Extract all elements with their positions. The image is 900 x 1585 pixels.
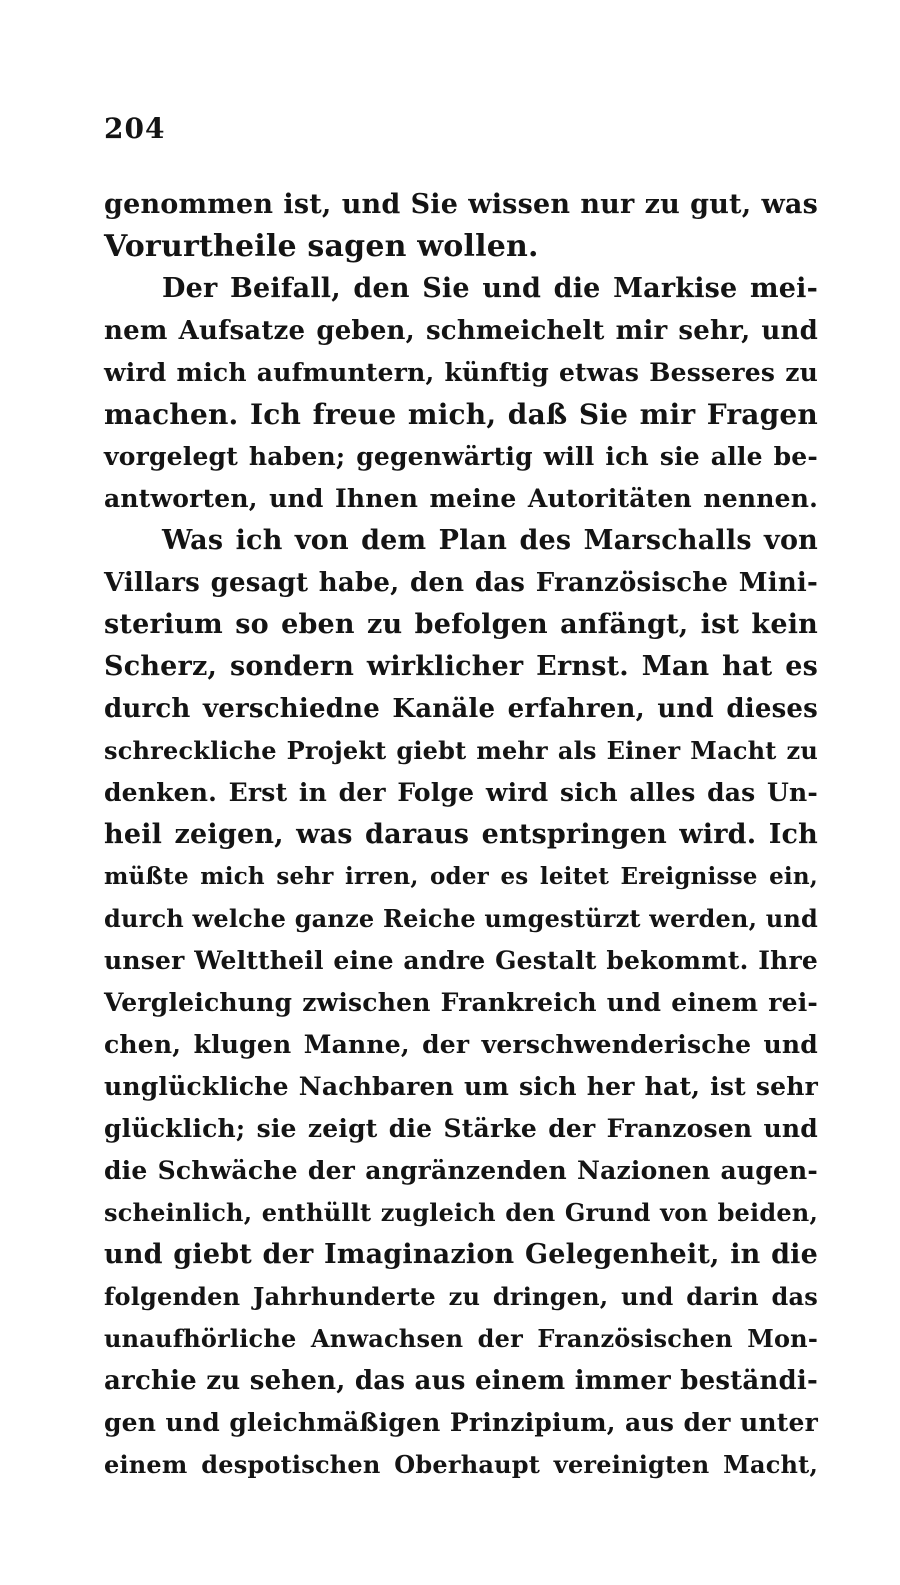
text-line: machen. Ich freue mich, daß Sie mir Fragen bbox=[104, 398, 818, 431]
text-line: Vorurtheile sagen wollen. bbox=[104, 229, 539, 264]
text-line: genommen ist, und Sie wissen nur zu gut, was bbox=[104, 189, 818, 220]
text-line: Villars gesagt habe, den das Französische Mini- bbox=[104, 568, 818, 598]
text-line: vorgelegt haben; gegenwärtig will ich sie alle be- bbox=[104, 442, 818, 471]
text-line: Vergleichung zwischen Frankreich und einem rei- bbox=[104, 988, 818, 1017]
text-line: Scherz, sondern wirklicher Ernst. Man hat es bbox=[104, 651, 818, 682]
text-line: heil zeigen, was daraus entspringen wird. Ich bbox=[104, 819, 818, 850]
text-line: scheinlich, enthüllt zugleich den Grund von beiden, bbox=[104, 1198, 818, 1227]
page-number: 204 bbox=[104, 112, 166, 145]
text-line: denken. Erst in der Folge wird sich alles das Un- bbox=[104, 778, 818, 807]
text-line: Der Beifall, den Sie und die Markise mei- bbox=[162, 273, 818, 304]
text-line: folgenden Jahrhunderte zu dringen, und darin das bbox=[104, 1282, 818, 1311]
text-line: die Schwäche der angränzenden Nazionen augen- bbox=[104, 1156, 818, 1185]
text-line: schreckliche Projekt giebt mehr als Einer Macht zu bbox=[104, 736, 818, 765]
text-line: sterium so eben zu befolgen anfängt, ist kein bbox=[104, 609, 818, 640]
text-line: gen und gleichmäßigen Prinzipium, aus der unter bbox=[104, 1408, 818, 1437]
text-line: einem despotischen Oberhaupt vereinigten Macht, bbox=[104, 1450, 818, 1479]
text-line: durch welche ganze Reiche umgestürzt werden, und bbox=[104, 904, 818, 933]
text-line: nem Aufsatze geben, schmeichelt mir sehr, und bbox=[104, 316, 818, 346]
text-line: müßte mich sehr irren, oder es leitet Ereignisse ein, bbox=[104, 863, 818, 890]
text-line: chen, klugen Manne, der verschwenderische und bbox=[104, 1030, 818, 1059]
text-line: und giebt der Imaginazion Gelegenheit, in die bbox=[104, 1239, 818, 1270]
text-line: Was ich von dem Plan des Marschalls von bbox=[162, 525, 818, 556]
text-line: antworten, und Ihnen meine Autoritäten nennen. bbox=[104, 484, 818, 513]
text-line: unglückliche Nachbaren um sich her hat, ist sehr bbox=[104, 1072, 818, 1101]
text-line: wird mich aufmuntern, künftig etwas Besseres zu bbox=[104, 358, 818, 387]
body-text bbox=[104, 184, 818, 1486]
text-line: durch verschiedne Kanäle erfahren, und dieses bbox=[104, 694, 818, 724]
text-line: unser Welttheil eine andre Gestalt bekommt. Ihre bbox=[104, 946, 818, 975]
text-line: glücklich; sie zeigt die Stärke der Franzosen und bbox=[104, 1114, 818, 1143]
text-line: unaufhörliche Anwachsen der Französischen Mon- bbox=[104, 1324, 818, 1353]
text-line: archie zu sehen, das aus einem immer beständi- bbox=[104, 1366, 818, 1396]
